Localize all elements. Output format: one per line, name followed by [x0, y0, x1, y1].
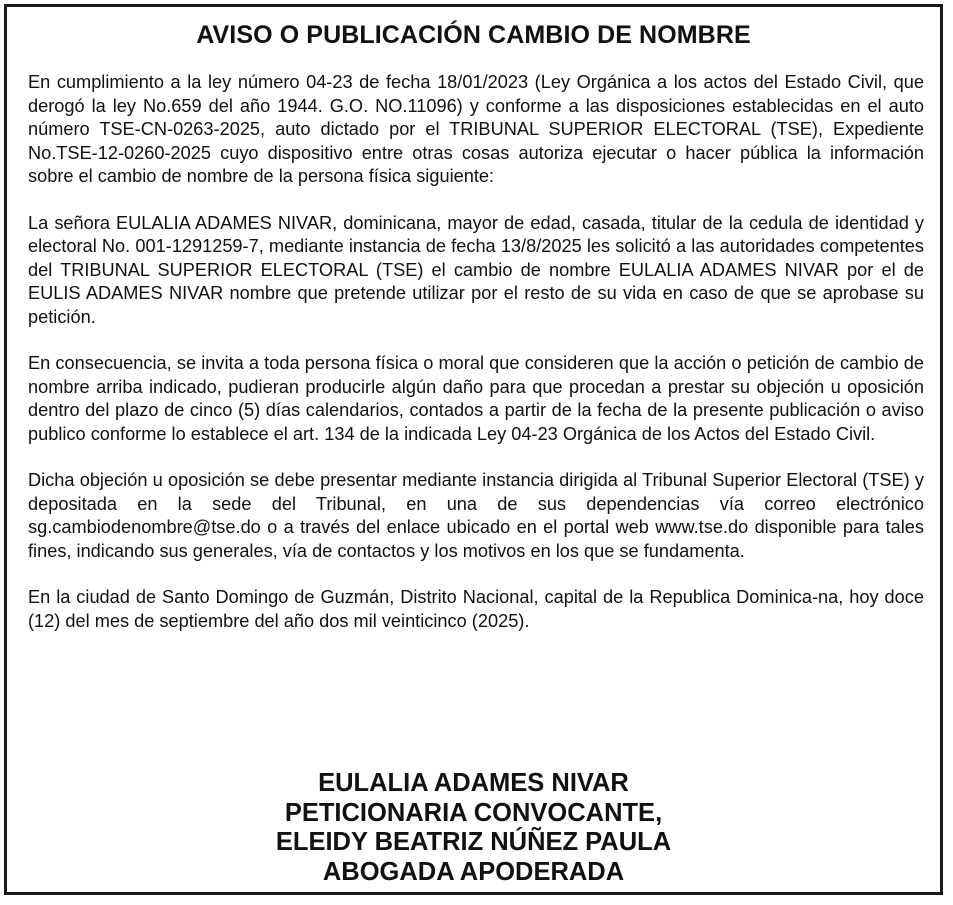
paragraph-petitioner-details: La señora EULALIA ADAMES NIVAR, dominicana, mayor de edad, casada, titular de la cedula de identidad y electoral No. 001-1291259-7, mediante instancia de fecha 13/8/2025 les solicitó a las autoridades competentes del TRIBUNAL SUPERIOR ELECTORAL (TSE) el cambio de nombre EULALIA ADAMES NIVAR por el de EULIS ADAMES NIVAR nombre que pretende utilizar por el resto de su vida en caso de que se aprobase su petición.: [28, 212, 924, 327]
legal-notice: [4, 4, 943, 895]
notice-title: AVISO O PUBLICACIÓN CAMBIO DE NOMBRE: [196, 21, 751, 49]
paragraph-objection-procedure: Dicha objeción u oposición se debe presentar mediante instancia dirigida al Tribunal Superior Electoral (TSE) y depositada en la sede del Tribunal, en una de sus dependencias vía correo electrónico sg.cambiodenombre@tse.do o a través del enlace ubicado en el portal web www.tse.do disponible para tales fines, indicando sus generales, vía de contactos y los motivos en los que se fundamenta.: [28, 470, 924, 561]
paragraph-legal-basis: En cumplimiento a la ley número 04-23 de fecha 18/01/2023 (Ley Orgánica a los actos del Estado Civil, que derogó la ley No.659 del año 1944. G.O. NO.11096) y conforme a las disposiciones establecidas en el auto número TSE-CN-0263-2025, auto dictado por el TRIBUNAL SUPERIOR ELECTORAL (TSE), Expediente No.TSE-12-0260-2025 cuyo dispositivo entre otras cosas autoriza ejecutar o hacer pública la información sobre el cambio de nombre de la persona física siguiente:: [28, 72, 924, 186]
paragraph-objection-invitation: En consecuencia, se invita a toda persona física o moral que consideren que la acción o petición de cambio de nombre arriba indicado, pudieran producirle algún daño para que procedan a prestar su objeción u oposición dentro del plazo de cinco (5) días calendarios, contados a partir de la fecha de la presente publicación o aviso publico conforme lo establece el art. 134 de la indicada Ley 04-23 Orgánica de los Actos del Estado Civil.: [28, 353, 924, 444]
paragraph-place-and-date: En la ciudad de Santo Domingo de Guzmán, Distrito Nacional, capital de la Republica Dominica-na, hoy doce (12) del mes de septiembre del año dos mil veinticinco (2025).: [28, 587, 924, 631]
signature-petitioner-name: EULALIA ADAMES NIVAR: [318, 769, 629, 797]
notice-body: [28, 71, 924, 656]
signature-attorney-name: ELEIDY BEATRIZ NÚÑEZ PAULA: [275, 828, 672, 856]
signature-petitioner-role: PETICIONARIA CONVOCANTE,: [284, 798, 663, 827]
signature-block: [7, 769, 940, 887]
signature-attorney-role: ABOGADA APODERADA: [322, 857, 625, 886]
